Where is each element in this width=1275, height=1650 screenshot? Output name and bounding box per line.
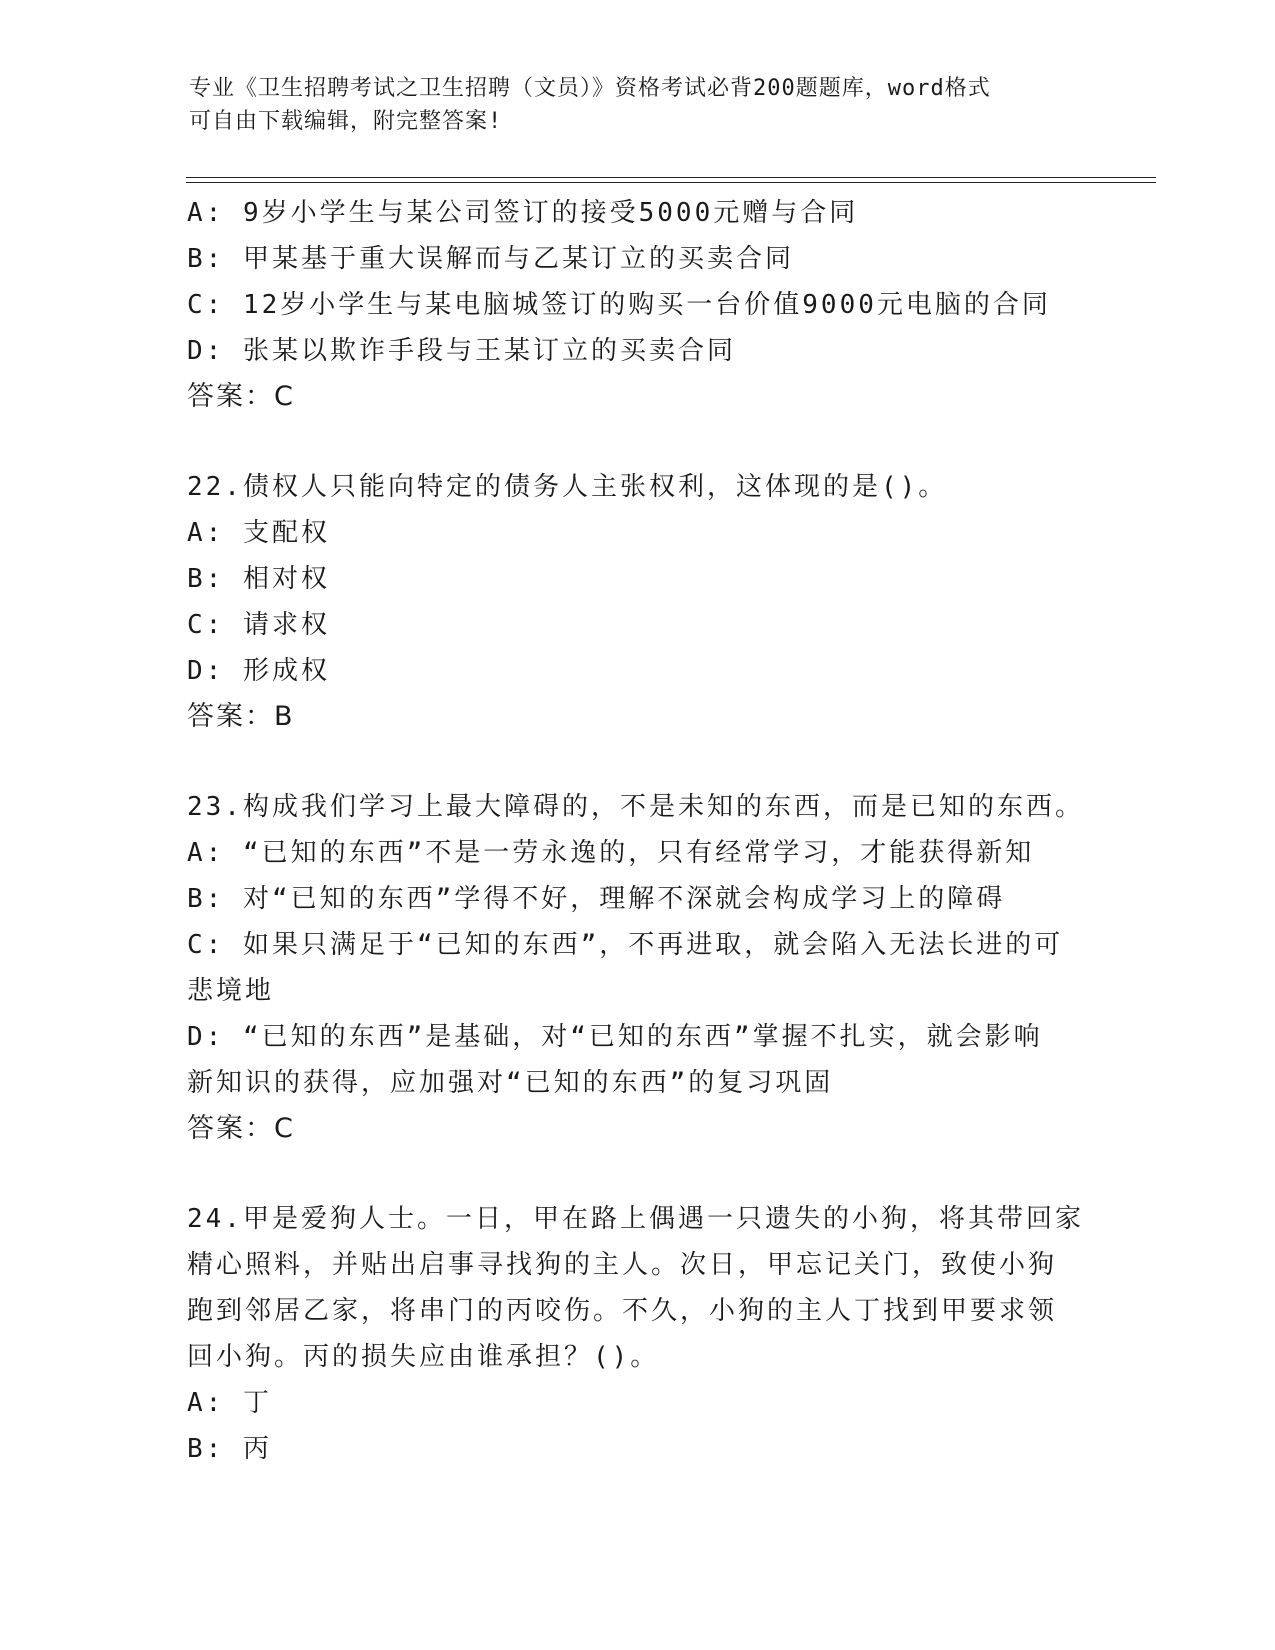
spacer xyxy=(187,1152,1087,1196)
q22-option-d: D: 形成权 xyxy=(187,656,330,686)
q24-question-line-1: 24.甲是爱狗人士。一日，甲在路上偶遇一只遗失的小狗，将其带回家 xyxy=(187,1204,1084,1234)
q21-option-d: D: 张某以欺诈手段与王某订立的买卖合同 xyxy=(187,336,736,366)
q23-option-c: C: 如果只满足于“已知的东西”，不再进取，就会陷入无法长进的可 xyxy=(187,930,1064,960)
spacer xyxy=(187,740,1087,784)
document-header xyxy=(189,72,1089,138)
question-list xyxy=(187,190,1087,1472)
q21-option-c: C: 12岁小学生与某电脑城签订的购买一台价值9000元电脑的合同 xyxy=(187,290,1051,320)
q22-option-a: A: 支配权 xyxy=(187,518,330,548)
header-divider-top xyxy=(186,177,1156,178)
header-title-line-2: 可自由下载编辑，附完整答案! xyxy=(189,109,503,134)
q22-option-b: B: 相对权 xyxy=(187,564,330,594)
question-22-block xyxy=(187,464,1087,740)
q23-option-d: D: “已知的东西”是基础，对“已知的东西”掌握不扎实，就会影响 xyxy=(187,1022,1043,1052)
spacer xyxy=(187,420,1087,464)
q21-option-b: B: 甲某基于重大误解而与乙某订立的买卖合同 xyxy=(187,244,794,274)
q24-question-line-2: 精心照料，并贴出启事寻找狗的主人。次日，甲忘记关门，致使小狗 xyxy=(187,1250,1058,1280)
header-divider-bottom xyxy=(186,182,1156,183)
q23-question: 23.构成我们学习上最大障碍的，不是未知的东西，而是已知的东西。 xyxy=(187,792,1084,822)
q22-question: 22.债权人只能向特定的债务人主张权利，这体现的是()。 xyxy=(187,472,948,502)
q24-question-line-4: 回小狗。丙的损失应由谁承担？()。 xyxy=(187,1342,660,1372)
q23-option-c-continued: 悲境地 xyxy=(187,976,275,1006)
question-24-block xyxy=(187,1196,1087,1472)
question-23-block xyxy=(187,784,1087,1152)
q23-option-a: A: “已知的东西”不是一劳永逸的，只有经常学习，才能获得新知 xyxy=(187,838,1035,868)
q23-answer: 答案：C xyxy=(187,1113,295,1144)
q22-answer: 答案：B xyxy=(187,701,295,732)
question-21-block xyxy=(187,190,1087,420)
q24-option-b: B: 丙 xyxy=(187,1434,272,1464)
q22-option-c: C: 请求权 xyxy=(187,610,330,640)
q21-answer: 答案：C xyxy=(187,381,295,412)
q23-option-b: B: 对“已知的东西”学得不好，理解不深就会构成学习上的障碍 xyxy=(187,884,1006,914)
header-title-line-1: 专业《卫生招聘考试之卫生招聘（文员）》资格考试必背200题题库，word格式 xyxy=(189,76,991,101)
q24-option-a: A: 丁 xyxy=(187,1388,272,1418)
q24-question-line-3: 跑到邻居乙家，将串门的丙咬伤。不久，小狗的主人丁找到甲要求领 xyxy=(187,1296,1058,1326)
q21-option-a: A: 9岁小学生与某公司签订的接受5000元赠与合同 xyxy=(187,198,859,228)
q23-option-d-continued: 新知识的获得，应加强对“已知的东西”的复习巩固 xyxy=(187,1068,834,1098)
